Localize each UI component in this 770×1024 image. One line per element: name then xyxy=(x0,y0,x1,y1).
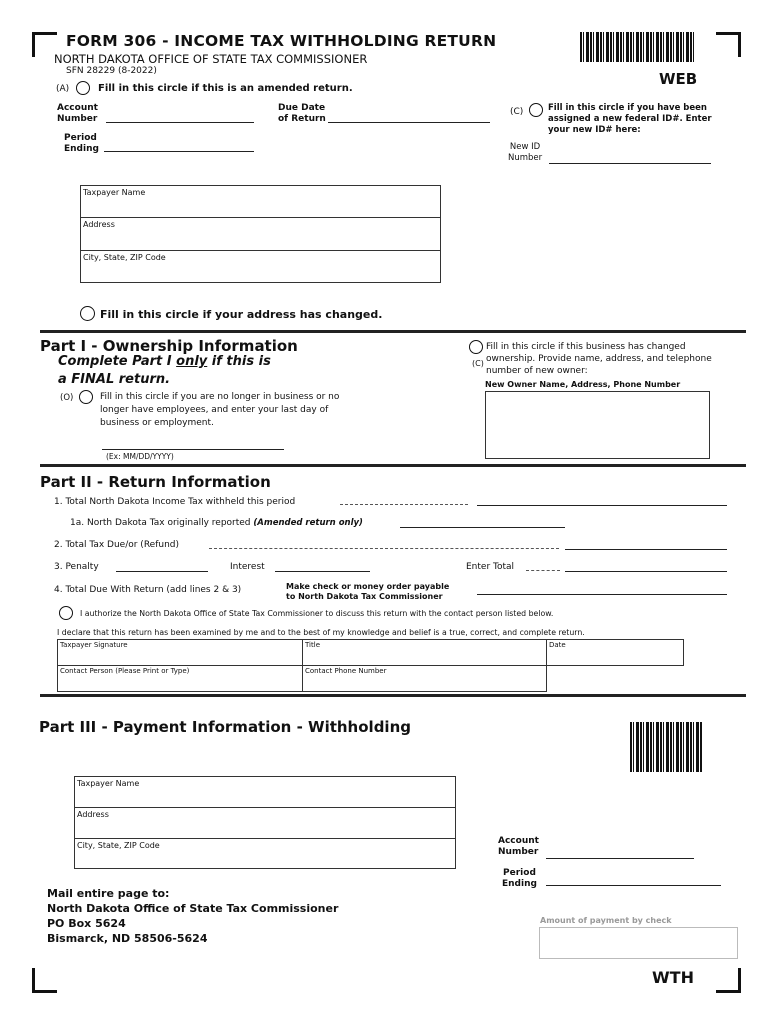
contact-person-label: Contact Person (Please Print or Type) xyxy=(60,667,190,675)
line2-label: 2. Total Tax Due/or (Refund) xyxy=(54,540,180,550)
part1-sub-1: Complete Part I xyxy=(58,354,177,369)
address-changed-text: Fill in this circle if your address has changed. xyxy=(100,308,383,321)
payment-city-label: City, State, ZIP Code xyxy=(77,841,160,850)
taxpayer-city-field[interactable] xyxy=(81,251,440,282)
taxpayer-address-field[interactable] xyxy=(81,218,440,251)
address-changed-circle[interactable] xyxy=(80,306,95,321)
amount-label: Amount of payment by check xyxy=(540,916,672,925)
line1-leader xyxy=(340,504,468,505)
taxpayer-address-label: Address xyxy=(83,220,115,229)
due-date-label: Due Date of Return xyxy=(278,103,326,124)
date-field[interactable] xyxy=(546,639,684,666)
line3-interest-label: Interest xyxy=(230,562,265,572)
line2-leader xyxy=(209,548,559,549)
federal-id-circle[interactable] xyxy=(529,103,543,117)
new-id-field[interactable] xyxy=(549,163,711,164)
corner-mark-bottom-left xyxy=(32,968,57,993)
c-marker-federal: (C) xyxy=(510,107,524,117)
taxpayer-info-box xyxy=(80,185,441,283)
mail-instructions xyxy=(47,886,338,946)
taxpayer-name-label: Taxpayer Name xyxy=(83,188,146,197)
divider-part2 xyxy=(40,464,746,467)
amended-text: Fill in this circle if this is an amended return. xyxy=(98,83,353,94)
corner-mark-bottom-right xyxy=(716,968,741,993)
line3-penalty-field[interactable] xyxy=(116,571,208,572)
payment-period-field[interactable] xyxy=(546,885,721,886)
taxpayer-signature-field[interactable] xyxy=(57,639,303,666)
mail-line-3: PO Box 5624 xyxy=(47,917,126,930)
payment-taxpayer-name-label: Taxpayer Name xyxy=(77,779,140,788)
amount-field[interactable] xyxy=(539,927,738,959)
signature-grid xyxy=(57,639,684,692)
payment-period-label: Period Ending xyxy=(502,868,537,889)
taxpayer-signature-label: Taxpayer Signature xyxy=(60,641,128,649)
sfn-number: SFN 28229 (8-2022) xyxy=(66,66,157,76)
a-marker: (A) xyxy=(56,84,70,94)
period-ending-label: Period Ending xyxy=(64,133,99,154)
date-format-hint: (Ex: MM/DD/YYYY) xyxy=(106,452,174,461)
account-number-field[interactable] xyxy=(106,122,254,123)
payment-account-field[interactable] xyxy=(546,858,694,859)
ownership-change-text: Fill in this circle if this business has changed ownership. Provide name, address, and telephone number of new owner: xyxy=(486,342,712,376)
part1-sub-2: if this is xyxy=(207,354,271,369)
line3-total-field[interactable] xyxy=(565,571,727,572)
payment-address-field[interactable] xyxy=(75,808,455,839)
web-label: WEB xyxy=(659,70,698,88)
part3-heading: Part III - Payment Information - Withholding xyxy=(39,718,411,736)
line1a-suffix: (Amended return only) xyxy=(253,518,363,528)
final-return-circle[interactable] xyxy=(79,390,93,404)
final-return-text: Fill in this circle if you are no longer in business or no longer have employees, and enter your last day of business or employment. xyxy=(100,392,340,428)
payment-city-field[interactable] xyxy=(75,839,455,868)
part1-heading: Part I - Ownership Information xyxy=(40,337,298,355)
corner-mark-top-right xyxy=(716,32,741,57)
line1-field[interactable] xyxy=(477,505,727,506)
line4-label: 4. Total Due With Return (add lines 2 & 3) xyxy=(54,585,242,595)
title-field[interactable] xyxy=(302,639,547,666)
new-owner-field[interactable] xyxy=(485,391,710,459)
ownership-change-circle[interactable] xyxy=(469,340,483,354)
c-marker-ownership: (C) xyxy=(472,359,484,368)
o-marker: (O) xyxy=(60,393,74,403)
payment-taxpayer-name-field[interactable] xyxy=(75,777,455,808)
line1a-label xyxy=(70,517,363,529)
agency-name: NORTH DAKOTA OFFICE OF STATE TAX COMMISSIONER xyxy=(54,52,368,66)
part2-heading: Part II - Return Information xyxy=(40,473,271,491)
line1a-field[interactable] xyxy=(400,527,565,528)
line2-field[interactable] xyxy=(565,549,727,550)
taxpayer-name-field[interactable] xyxy=(81,186,440,218)
new-id-label: New ID Number xyxy=(508,142,543,163)
contact-person-field[interactable] xyxy=(57,665,303,692)
line4-field[interactable] xyxy=(477,594,727,595)
amended-circle[interactable] xyxy=(76,81,90,95)
line1-label: 1. Total North Dakota Income Tax withheld this period xyxy=(54,497,296,507)
contact-phone-label: Contact Phone Number xyxy=(305,667,387,675)
divider-part3 xyxy=(40,694,746,697)
contact-phone-field[interactable] xyxy=(302,665,547,692)
mail-line-4: Bismarck, ND 58506-5624 xyxy=(47,932,208,945)
part1-subheading xyxy=(58,354,271,369)
last-business-day-field[interactable] xyxy=(102,449,284,450)
declare-text: I declare that this return has been examined by me and to the best of my knowledge and belief is a true, correct, and complete return. xyxy=(57,628,585,637)
barcode-payment xyxy=(630,722,702,772)
mail-line-2: North Dakota Office of State Tax Commissioner xyxy=(47,902,339,915)
line3-penalty-label: 3. Penalty xyxy=(54,562,99,572)
period-ending-field[interactable] xyxy=(104,151,254,152)
due-date-field[interactable] xyxy=(328,122,490,123)
federal-id-text: Fill in this circle if you have been assigned a new federal ID#. Enter your new ID# here: xyxy=(548,103,712,135)
mail-line-1: Mail entire page to: xyxy=(47,887,170,900)
line3-enter-total-label: Enter Total xyxy=(466,562,515,572)
part1-subheading-2: a FINAL return. xyxy=(58,372,171,387)
wth-label: WTH xyxy=(652,968,694,987)
authorize-circle[interactable] xyxy=(59,606,73,620)
divider-part1 xyxy=(40,330,746,333)
new-owner-label: New Owner Name, Address, Phone Number xyxy=(485,380,681,389)
barcode-top xyxy=(580,32,694,62)
line3-leader xyxy=(526,570,560,571)
line1a-prefix: 1a. North Dakota Tax originally reported xyxy=(70,518,254,528)
payment-taxpayer-box xyxy=(74,776,456,869)
form-title: FORM 306 - INCOME TAX WITHHOLDING RETURN xyxy=(66,32,497,50)
part1-sub-only: only xyxy=(176,354,208,369)
title-label: Title xyxy=(305,641,321,649)
taxpayer-city-label: City, State, ZIP Code xyxy=(83,253,166,262)
authorize-text: I authorize the North Dakota Office of State Tax Commissioner to discuss this return with the contact person listed below. xyxy=(80,609,554,618)
date-label: Date xyxy=(549,641,566,649)
payable-note: Make check or money order payable to North Dakota Tax Commissioner xyxy=(286,582,450,601)
line3-interest-field[interactable] xyxy=(275,571,370,572)
payment-address-label: Address xyxy=(77,810,109,819)
payment-account-label: Account Number xyxy=(498,836,539,857)
account-number-label: Account Number xyxy=(57,103,98,124)
